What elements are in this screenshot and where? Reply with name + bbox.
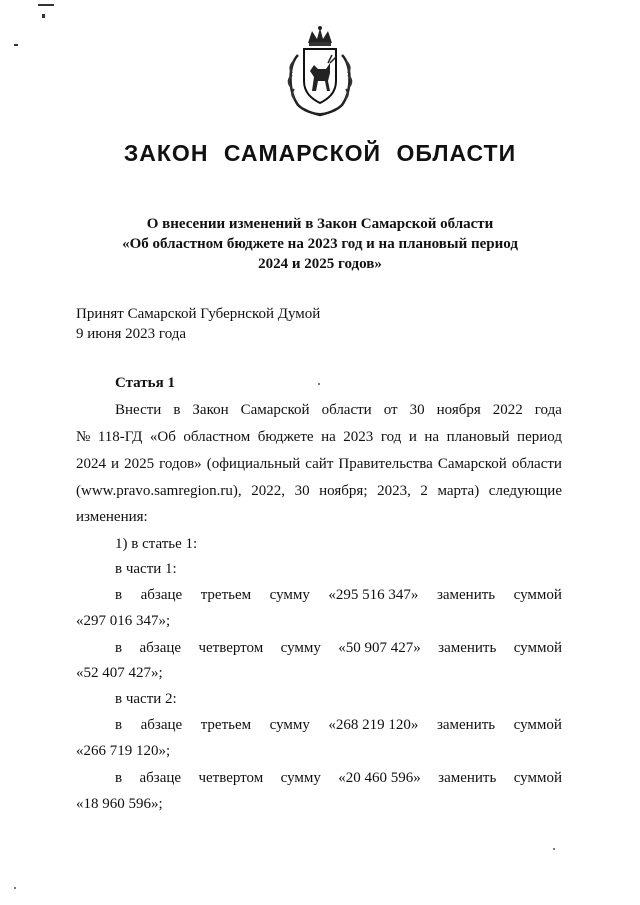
word: «Об [149, 429, 176, 445]
word: № [76, 429, 91, 445]
word: 2024 [76, 456, 106, 472]
word: бюджете [257, 429, 314, 445]
word: абзаце [139, 770, 182, 786]
law-title: ЗАКОН САМАРСКОЙ ОБЛАСТИ [123, 140, 517, 166]
word: 30 [294, 483, 310, 499]
word: (официальный [206, 456, 301, 472]
subject-line: 2024 и 2025 годов» [258, 256, 382, 272]
coat-of-arms-emblem [284, 25, 356, 119]
paragraph-line [76, 456, 562, 473]
scan-dot [318, 383, 320, 385]
word: Правительства [338, 456, 433, 472]
word: в [115, 640, 123, 656]
word: 118-ГД [97, 429, 143, 445]
word: Закон [192, 402, 229, 418]
word: заменить [436, 717, 496, 733]
word: год [380, 429, 402, 445]
word: Самарской [437, 456, 507, 472]
word: марта) [437, 483, 480, 499]
word: от [383, 402, 398, 418]
amendment-value: «52 407 427»; [76, 665, 163, 681]
word: в [115, 717, 123, 733]
subject-line: «Об областном бюджете на 2023 год и на плановый период [122, 236, 518, 252]
word: 2022, [251, 483, 285, 499]
article-heading: Статья 1 [115, 375, 175, 391]
amendment-line [115, 717, 562, 734]
scan-dot [14, 887, 16, 889]
word: четвертом [198, 640, 264, 656]
word: области [511, 456, 562, 472]
scan-mark [14, 44, 18, 46]
amendment-value: «266 719 120»; [76, 743, 171, 759]
word: третьем [200, 717, 252, 733]
word: 30 [409, 402, 425, 418]
word: суммой [513, 717, 562, 733]
word: абзаце [140, 717, 183, 733]
word: «20 460 596» [338, 770, 421, 786]
paragraph-line [76, 483, 562, 500]
word: и [111, 456, 120, 472]
amendment-value: «297 016 347»; [76, 613, 171, 629]
adoption-note [76, 304, 320, 344]
word: на [424, 429, 440, 445]
word: «295 516 347» [328, 587, 419, 603]
paragraph-line [76, 429, 562, 446]
paragraph-line [115, 402, 562, 419]
word: сумму [269, 587, 310, 603]
word: период [517, 429, 562, 445]
word: (www.pravo.samregion.ru), [76, 483, 242, 499]
word: сайт [305, 456, 334, 472]
part-label: в части 1: [115, 561, 177, 577]
subject-line: О внесении изменений в Закон Самарской области [146, 216, 494, 232]
word: абзаце [140, 587, 183, 603]
word: области [321, 402, 372, 418]
word: 2025 [124, 456, 155, 472]
word: Внести [115, 402, 162, 418]
law-subject [60, 214, 580, 274]
word: на [321, 429, 336, 445]
word: заменить [436, 587, 496, 603]
word: «50 907 427» [338, 640, 421, 656]
word: следующие [488, 483, 562, 499]
part-label: в части 2: [115, 691, 177, 707]
word: 2023, [377, 483, 411, 499]
word: абзаце [139, 640, 182, 656]
word: 2022 [492, 402, 523, 418]
word: областном [183, 429, 251, 445]
scan-mark [38, 4, 54, 6]
scan-dot [553, 848, 555, 850]
word: сумму [280, 770, 321, 786]
word: в [173, 402, 181, 418]
word: суммой [513, 587, 562, 603]
word: плановый [446, 429, 510, 445]
word: Самарской [240, 402, 310, 418]
word: годов» [159, 456, 202, 472]
word: в [115, 770, 123, 786]
word: сумму [280, 640, 321, 656]
word: года [534, 402, 562, 418]
word: в [115, 587, 123, 603]
word: сумму [269, 717, 310, 733]
word: заменить [438, 640, 497, 656]
word: третьем [200, 587, 252, 603]
amendment-item: 1) в статье 1: [115, 536, 198, 552]
scan-mark [42, 14, 45, 18]
paragraph-line: изменения: [76, 509, 148, 525]
word: суммой [513, 640, 562, 656]
amendment-value: «18 960 596»; [76, 796, 163, 812]
word: 2 [420, 483, 428, 499]
amendment-line [115, 640, 562, 657]
amendment-line [115, 587, 562, 604]
adopted-by: Принят Самарской Губернской Думой [76, 306, 321, 322]
word: ноября [436, 402, 481, 418]
word: заменить [438, 770, 497, 786]
word: и [408, 429, 417, 445]
word: суммой [513, 770, 562, 786]
word: четвертом [198, 770, 264, 786]
word: «268 219 120» [328, 717, 419, 733]
word: 2023 [343, 429, 374, 445]
amendment-line [115, 770, 562, 787]
word: ноября; [319, 483, 368, 499]
adopted-date: 9 июня 2023 года [76, 326, 187, 342]
